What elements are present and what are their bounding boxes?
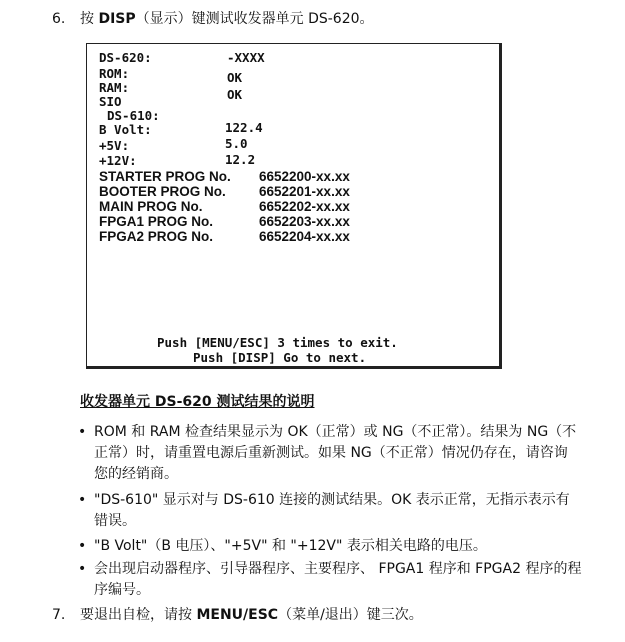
next-message: Push [DISP] Go to next.: [193, 350, 367, 365]
program-value: 6652203-xx.xx: [259, 214, 350, 229]
bullet-line: 错误。: [94, 513, 136, 529]
step-6-key: DISP: [98, 11, 136, 27]
bullet-line: 正常）时，请重置电源后重新测试。如果 NG（不正常）情况仍存在，请咨询: [94, 445, 568, 461]
ds620-value: -XXXX: [227, 50, 265, 65]
bvolt-value: 122.4: [225, 120, 263, 135]
ds620-label: DS-620:: [99, 50, 152, 65]
bullet-item: [78, 422, 608, 485]
step-7-key: MENU/ESC: [196, 607, 279, 623]
step-6-number: 6.: [52, 11, 66, 27]
program-label: STARTER PROG No.: [99, 169, 231, 184]
program-label: MAIN PROG No.: [99, 199, 203, 214]
bullet-item: [78, 490, 608, 532]
ram-label: RAM:: [99, 80, 130, 95]
ds610-label: DS-610:: [107, 108, 160, 123]
step-7-text-before: 要退出自检，请按: [80, 607, 197, 623]
program-value: 6652201-xx.xx: [259, 184, 350, 199]
bullet-symbol: •: [78, 492, 87, 508]
program-label: FPGA2 PROG No.: [99, 229, 214, 244]
step-6-text-before: 按: [80, 11, 99, 27]
step-7-text-after: （菜单/退出）键三次。: [278, 607, 423, 623]
program-label: FPGA1 PROG No.: [99, 214, 214, 229]
exit-message: Push [MENU/ESC] 3 times to exit.: [157, 335, 398, 350]
bullet-line: "DS-610" 显示对与 DS-610 连接的测试结果。OK 表示正常，无指示表示有: [94, 492, 570, 508]
program-label: BOOTER PROG No.: [99, 184, 226, 199]
program-value: 6652202-xx.xx: [259, 199, 350, 214]
section-title: 收发器单元 DS-620 测试结果的说明: [80, 394, 315, 410]
bullet-line: "B Volt"（B 电压）、"+5V" 和 "+12V" 表示相关电路的电压。: [94, 538, 487, 554]
sio-label: SIO: [99, 94, 122, 109]
step-6: [52, 9, 374, 29]
bullet-symbol: •: [78, 561, 87, 577]
bullet-item: [78, 559, 608, 601]
rom-label: ROM:: [99, 66, 130, 81]
bullet-symbol: •: [78, 538, 87, 554]
bullet-line: ROM 和 RAM 检查结果显示为 OK（正常）或 NG（不正常）。结果为 NG（不: [94, 424, 577, 440]
v5-value: 5.0: [225, 136, 248, 151]
rom-value: OK: [227, 70, 243, 85]
ram-value: OK: [227, 87, 243, 102]
bullet-item: [78, 536, 608, 557]
program-value: 6652204-xx.xx: [259, 229, 350, 244]
v5-label: +5V:: [99, 138, 130, 153]
bullet-line: 序编号。: [94, 582, 150, 598]
step-7-number: 7.: [52, 607, 66, 623]
bullet-line: 会出现启动器程序、引导器程序、主要程序、 FPGA1 程序和 FPGA2 程序的程: [94, 561, 582, 577]
v12-value: 12.2: [225, 152, 256, 167]
step-6-text-after: （显示）键测试收发器单元 DS-620。: [135, 11, 374, 27]
v12-label: +12V:: [99, 153, 137, 168]
program-value: 6652200-xx.xx: [259, 169, 350, 184]
bvolt-label: B Volt:: [99, 122, 152, 137]
bullet-line: 您的经销商。: [94, 466, 178, 482]
bullet-symbol: •: [78, 424, 87, 440]
step-7: [52, 605, 423, 625]
test-screen-display: [86, 43, 502, 369]
